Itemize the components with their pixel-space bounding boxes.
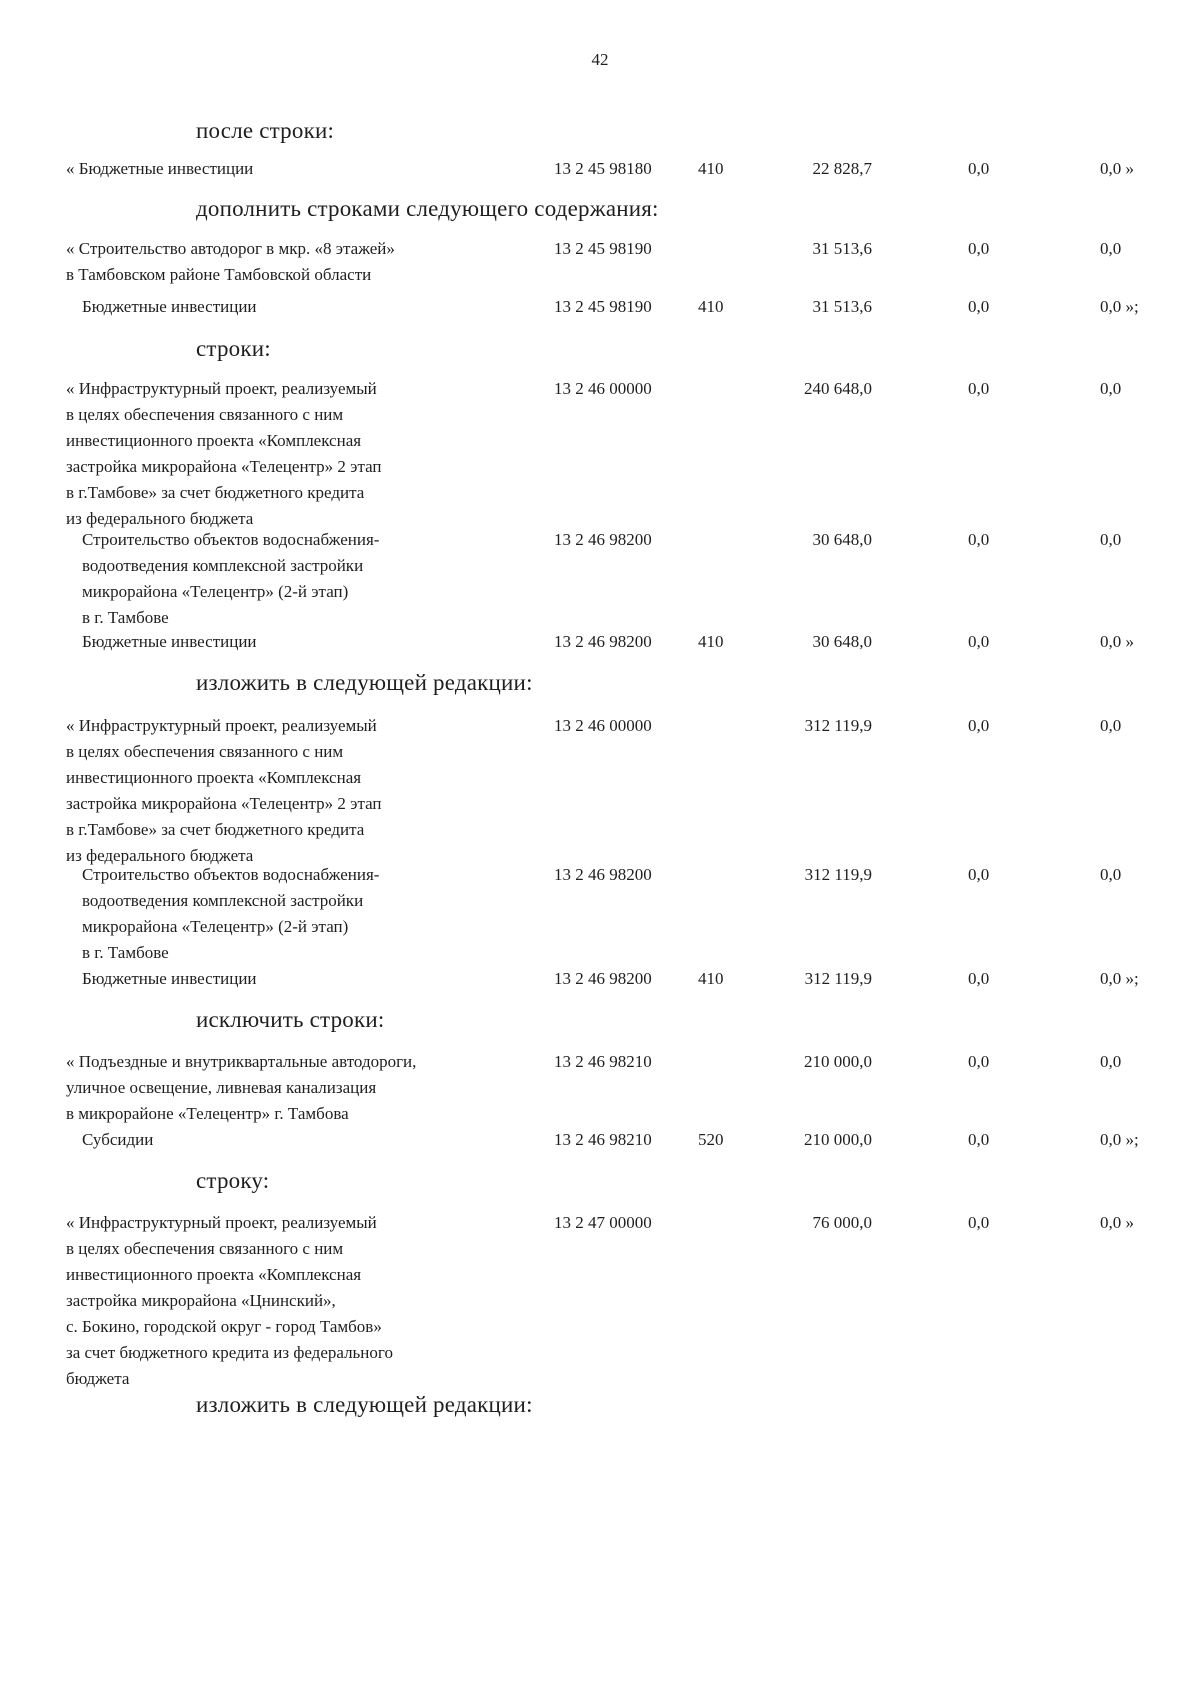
amount-year-1: 30 648,0	[812, 632, 872, 651]
row-description: « Бюджетные инвестиции	[66, 159, 254, 178]
expense-type-code: 410	[698, 969, 724, 988]
row-description: « Строительство автодорог в мкр. «8 этажей» в Тамбовском районе Тамбовской области	[66, 239, 395, 284]
amount-year-3: 0,0	[1100, 716, 1122, 735]
target-item-code: 13 2 45 98180	[554, 159, 652, 178]
amount-year-3: 0,0 »	[1100, 159, 1134, 178]
row-description: « Инфраструктурный проект, реализуемый в целях обеспечения связанного с ним инвестиционного проекта «Комплексная застройка микрорайона «Цнинский», с. Бокино, городской округ - город Тамбов» за счет бюджетного кредита из федерального бюджета	[66, 1213, 393, 1388]
row-description: Строительство объектов водоснабжения- водоотведения комплексной застройки микрорайона «Телецентр» (2-й этап) в г. Тамбове	[82, 530, 380, 627]
amount-year-2: 0,0	[968, 239, 990, 258]
amount-year-1: 312 119,9	[804, 716, 872, 735]
section-heading: исключить строки:	[196, 1007, 385, 1032]
target-item-code: 13 2 45 98190	[554, 239, 652, 258]
amount-year-3: 0,0 »	[1100, 1213, 1134, 1232]
target-item-code: 13 2 46 98210	[554, 1052, 652, 1071]
amount-year-1: 210 000,0	[804, 1130, 872, 1149]
target-item-code: 13 2 46 98200	[554, 632, 652, 651]
amount-year-1: 240 648,0	[804, 379, 872, 398]
amount-year-2: 0,0	[968, 297, 990, 316]
row-description: « Инфраструктурный проект, реализуемый в целях обеспечения связанного с ним инвестиционного проекта «Комплексная застройка микрорайона «Телецентр» 2 этап в г.Тамбове» за счет бюджетного кредита из федерального бюджета	[66, 716, 382, 865]
target-item-code: 13 2 47 00000	[554, 1213, 652, 1232]
amount-year-2: 0,0	[968, 379, 990, 398]
amount-year-1: 31 513,6	[812, 297, 872, 316]
amount-year-2: 0,0	[968, 530, 990, 549]
amount-year-3: 0,0 »;	[1100, 297, 1139, 316]
amount-year-3: 0,0 »	[1100, 632, 1134, 651]
target-item-code: 13 2 45 98190	[554, 297, 652, 316]
amount-year-1: 30 648,0	[812, 530, 872, 549]
section-heading: строки:	[196, 336, 271, 361]
target-item-code: 13 2 46 98200	[554, 530, 652, 549]
amount-year-2: 0,0	[968, 632, 990, 651]
amount-year-3: 0,0	[1100, 379, 1122, 398]
amount-year-3: 0,0	[1100, 865, 1122, 884]
amount-year-2: 0,0	[968, 865, 990, 884]
section-heading: дополнить строками следующего содержания:	[196, 196, 659, 221]
amount-year-1: 210 000,0	[804, 1052, 872, 1071]
row-description: Строительство объектов водоснабжения- водоотведения комплексной застройки микрорайона «Телецентр» (2-й этап) в г. Тамбове	[82, 865, 380, 962]
expense-type-code: 520	[698, 1130, 724, 1149]
amount-year-1: 312 119,9	[804, 865, 872, 884]
target-item-code: 13 2 46 98200	[554, 969, 652, 988]
amount-year-3: 0,0	[1100, 1052, 1122, 1071]
expense-type-code: 410	[698, 632, 724, 651]
amount-year-1: 31 513,6	[812, 239, 872, 258]
amount-year-2: 0,0	[968, 1052, 990, 1071]
amount-year-2: 0,0	[968, 1213, 990, 1232]
amount-year-2: 0,0	[968, 716, 990, 735]
amount-year-1: 22 828,7	[812, 159, 872, 178]
expense-type-code: 410	[698, 159, 724, 178]
row-description: Бюджетные инвестиции	[82, 969, 257, 988]
section-heading: изложить в следующей редакции:	[196, 670, 533, 695]
amount-year-3: 0,0 »;	[1100, 1130, 1139, 1149]
amount-year-3: 0,0 »;	[1100, 969, 1139, 988]
target-item-code: 13 2 46 98210	[554, 1130, 652, 1149]
section-heading: после строки:	[196, 118, 335, 143]
section-heading: изложить в следующей редакции:	[196, 1392, 533, 1417]
amount-year-1: 76 000,0	[812, 1213, 872, 1232]
amount-year-1: 312 119,9	[804, 969, 872, 988]
section-heading: строку:	[196, 1168, 270, 1193]
page-number: 42	[591, 50, 609, 69]
amount-year-2: 0,0	[968, 1130, 990, 1149]
amount-year-3: 0,0	[1100, 239, 1122, 258]
amount-year-3: 0,0	[1100, 530, 1122, 549]
target-item-code: 13 2 46 98200	[554, 865, 652, 884]
row-description: Бюджетные инвестиции	[82, 632, 257, 651]
row-description: Субсидии	[82, 1130, 154, 1149]
amount-year-2: 0,0	[968, 159, 990, 178]
target-item-code: 13 2 46 00000	[554, 716, 652, 735]
row-description: « Подъездные и внутриквартальные автодороги, уличное освещение, ливневая канализация в микрорайоне «Телецентр» г. Тамбова	[66, 1052, 417, 1123]
target-item-code: 13 2 46 00000	[554, 379, 652, 398]
amount-year-2: 0,0	[968, 969, 990, 988]
row-description: « Инфраструктурный проект, реализуемый в целях обеспечения связанного с ним инвестиционного проекта «Комплексная застройка микрорайона «Телецентр» 2 этап в г.Тамбове» за счет бюджетного кредита из федерального бюджета	[66, 379, 382, 528]
expense-type-code: 410	[698, 297, 724, 316]
row-description: Бюджетные инвестиции	[82, 297, 257, 316]
